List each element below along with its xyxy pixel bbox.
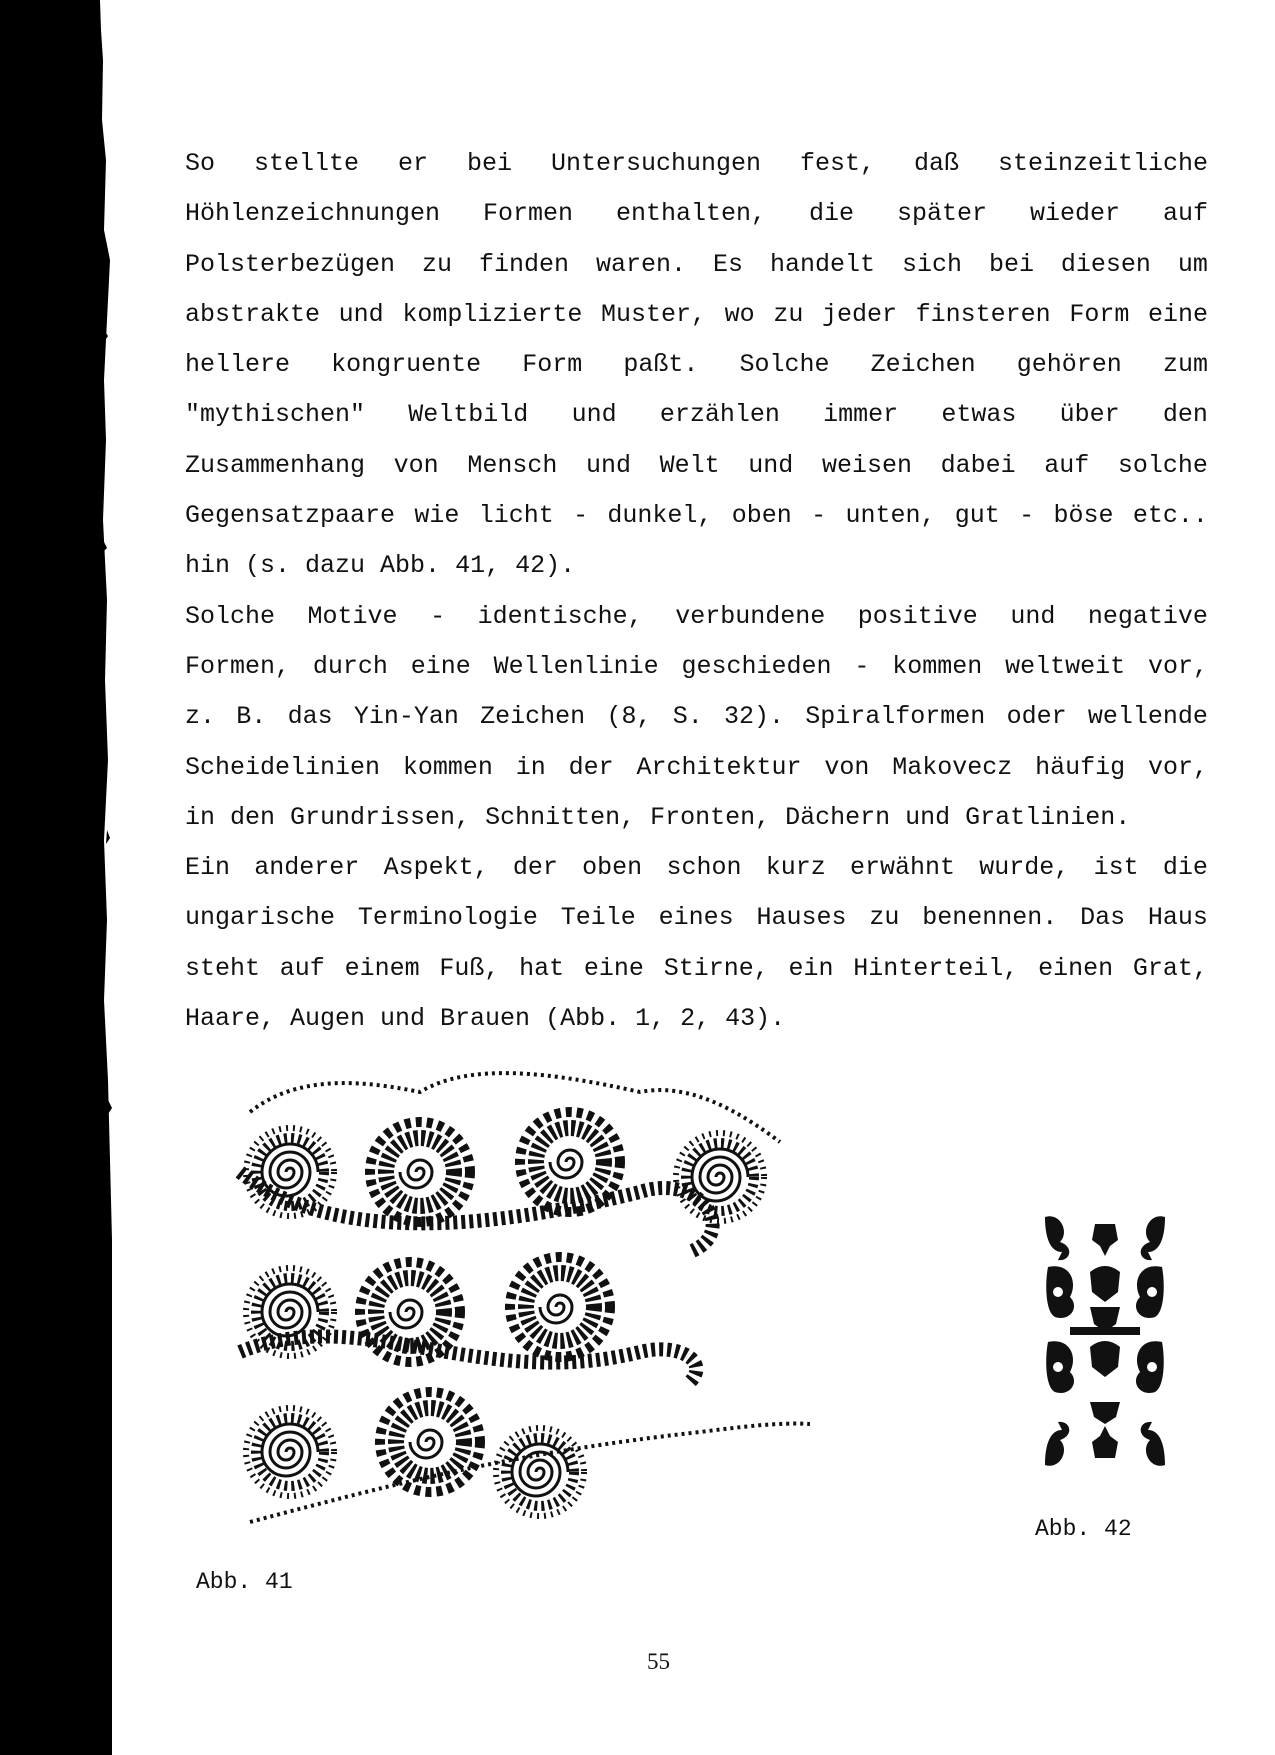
word: bei [988,249,1034,279]
word: vor, [1147,651,1208,681]
word: zu [422,249,453,279]
word: vor, [1147,752,1208,782]
word: zu [869,903,900,933]
word: Zeichen [870,350,976,380]
text-line [185,953,1208,1003]
word: waren. [595,249,686,279]
word: daß [913,149,959,178]
word: (s. [245,551,291,581]
word: Es [712,249,743,279]
word: steinzeitliche [997,149,1208,178]
word: Gratlinien. [965,802,1131,832]
word: Abb. [380,551,441,581]
word: wellende [1087,702,1208,732]
word: jeder [821,299,897,329]
text-line [185,550,1208,600]
word: Formen [483,199,574,229]
word: Solche [185,601,276,631]
word: Muster, [601,299,707,329]
word: immer [823,400,899,430]
word: schon [666,853,742,883]
word: gut [954,501,1000,531]
word: Augen [290,1004,366,1034]
word: sich [901,249,962,279]
word: licht [478,501,554,531]
word: eines [658,903,734,933]
word: Weltbild [408,400,529,430]
word: Polsterbezügen [185,249,396,279]
word: erzählen [659,400,780,430]
word: einen [1038,953,1114,983]
word: Fuß, [439,953,500,983]
figure-42-caption: Abb. 42 [1035,1516,1132,1542]
text-line [185,902,1208,952]
text-line [185,399,1208,449]
word: paßt. [623,350,699,380]
word: wieder [1029,199,1120,229]
word: (Abb. [545,1004,621,1034]
word: hin [185,551,231,581]
word: durch [312,651,388,681]
page-number: 55 [647,1649,670,1674]
word: kurz [765,853,826,883]
text-line [185,198,1208,248]
word: Haare, [185,1004,276,1034]
word: und [380,1004,426,1034]
word: wie [414,501,460,531]
word: Terminologie [357,903,538,933]
word: B. [236,702,267,732]
word: Brauen [440,1004,531,1034]
text-line [185,249,1208,299]
word: verbundene [675,601,826,631]
word: stellte [253,149,360,178]
word: Fronten, [650,802,771,832]
word: ein [788,953,834,983]
word: die [809,199,855,229]
word: Form [522,350,583,380]
word: Wellenlinie [493,651,659,681]
word: die [1162,853,1208,883]
word: hat [519,953,565,983]
word: ist [1093,853,1139,883]
word: und [905,802,951,832]
word: später [896,199,987,229]
word: Hinterteil, [853,953,1019,983]
word: auf [1044,450,1090,480]
word: Höhlenzeichnungen [185,199,441,229]
word: von [393,450,439,480]
word: zu [773,299,804,329]
word: diesen [1060,249,1151,279]
word: negative [1087,601,1208,631]
word: kongruente [331,350,482,380]
word: Motive [307,601,398,631]
word: oben [582,853,643,883]
word: 1, [635,1004,666,1034]
word: einem [344,953,420,983]
word: solche [1117,450,1208,480]
word: in [185,802,216,832]
text-line [185,802,1208,852]
word: eine [410,651,471,681]
word: enthalten, [616,199,767,229]
text-line [185,299,1208,349]
word: unten, [845,501,936,531]
word: hellere [185,350,291,380]
word: Makovecz [892,752,1013,782]
text-line [185,450,1208,500]
word: 32). [724,702,785,732]
word: ungarische [185,903,336,933]
scan-shadow-edge [0,0,112,1755]
word: Stirne, [663,953,769,983]
word: Form [1069,299,1130,329]
word: Architektur [636,752,802,782]
word: und [571,400,617,430]
word: weisen [821,450,912,480]
word: auf [1162,199,1208,229]
word: um [1177,249,1208,279]
word: weltweit [1005,651,1126,681]
word: Grat, [1132,953,1208,983]
word: er [397,149,428,178]
word: häufig [1035,752,1126,782]
word: anderer [254,853,360,883]
word: "mythischen" [185,400,366,430]
word: Untersuchungen [550,149,761,178]
word: der [512,853,558,883]
word: (8, [606,702,652,732]
word: - [1019,501,1035,531]
text-line [185,349,1208,399]
word: 2, [680,1004,711,1034]
word: kommen [402,752,493,782]
text-line [185,852,1208,902]
text-line [185,752,1208,802]
word: oben [731,501,792,531]
text-line [185,1003,1208,1053]
word: S. [672,702,703,732]
word: 41, [455,551,501,581]
word: oder [1006,702,1067,732]
word: 43). [725,1004,786,1034]
word: Haus [1147,903,1208,933]
word: Aspekt, [383,853,489,883]
word: fest, [799,149,875,178]
word: benennen. [922,903,1058,933]
word: Hauses [756,903,847,933]
word: Formen, [185,651,291,681]
word: Spiralformen [805,702,986,732]
word: handelt [769,249,875,279]
word: etc.. [1132,501,1208,531]
word: das [287,702,333,732]
word: Scheidelinien [185,752,381,782]
word: und [585,450,631,480]
word: - [854,651,870,681]
word: komplizierte [402,299,583,329]
word: identische, [477,601,643,631]
word: auf [279,953,325,983]
word: - [811,501,827,531]
word: Yin-Yan [353,702,459,732]
vertical-ornament-band [1040,1212,1170,1470]
word: dunkel, [607,501,713,531]
word: finsteren [915,299,1051,329]
word: zum [1162,350,1208,380]
word: Grundrissen, [290,802,471,832]
text-line [185,701,1208,751]
word: Zusammenhang [185,450,366,480]
word: Welt [659,450,720,480]
text-line [185,500,1208,550]
word: Mensch [467,450,558,480]
word: in [515,752,546,782]
word: den [230,802,276,832]
word: und [748,450,794,480]
word: kommen [892,651,983,681]
word: böse [1053,501,1114,531]
word: - [430,601,446,631]
word: dabei [940,450,1016,480]
text-line [185,148,1208,198]
word: wo [724,299,755,329]
word: wurde, [979,853,1070,883]
word: - [573,501,589,531]
word: 42). [515,551,576,581]
word: Zeichen [480,702,586,732]
word: dazu [305,551,366,581]
word: Dächern [785,802,891,832]
text-line [185,601,1208,651]
word: z. [185,702,216,732]
word: von [824,752,870,782]
word: Solche [739,350,830,380]
word: Gegensatzpaare [185,501,396,531]
word: Schnitten, [485,802,636,832]
word: bei [466,149,512,178]
word: Ein [185,853,231,883]
word: So [185,149,216,178]
word: den [1162,400,1208,430]
word: Teile [560,903,636,933]
word: und [1010,601,1056,631]
word: über [1059,400,1120,430]
word: steht [185,953,261,983]
word: eine [583,953,644,983]
word: etwas [941,400,1017,430]
word: eine [1147,299,1208,329]
word: der [568,752,614,782]
word: geschieden [681,651,832,681]
word: positive [857,601,978,631]
body-text [185,148,1208,1053]
word: gehören [1016,350,1122,380]
word: erwähnt [850,853,956,883]
word: abstrakte [185,299,321,329]
word: Das [1080,903,1126,933]
word: und [338,299,384,329]
word: finden [479,249,570,279]
figure-41-caption: Abb. 41 [196,1569,293,1595]
spiral-ornament-drawing [220,1052,810,1532]
text-line [185,651,1208,701]
